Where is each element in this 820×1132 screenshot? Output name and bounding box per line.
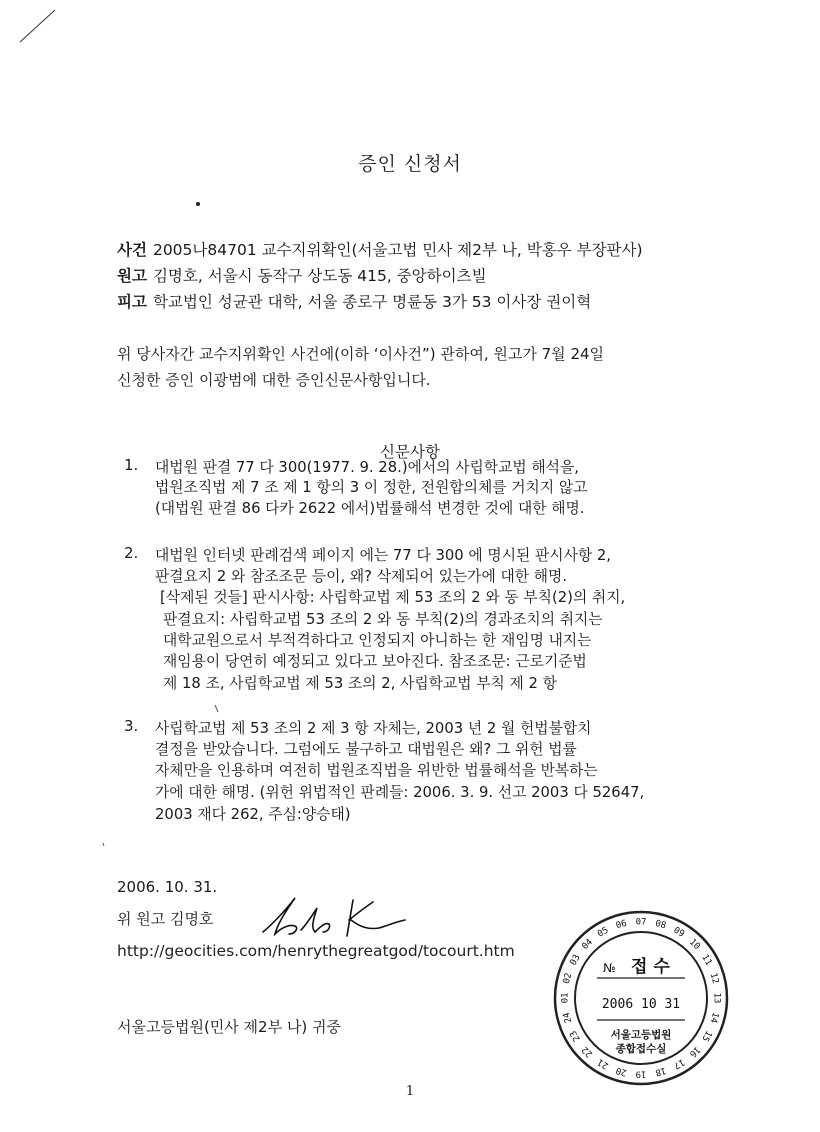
- stamp-office-line2: 종합접수실: [615, 1043, 667, 1055]
- stamp-ring-number: 21: [596, 1056, 611, 1071]
- stamp-number-mark: №: [603, 961, 616, 975]
- item-number: 3.: [124, 717, 139, 735]
- case-line: [117, 238, 643, 260]
- stamp-graphic: [551, 908, 731, 1088]
- page-number: 1: [405, 1084, 415, 1099]
- stamp-office-line1: 서울고등법원: [610, 1029, 672, 1041]
- questions-heading: 신문사항: [380, 443, 440, 461]
- item-number: 1.: [124, 456, 139, 474]
- item-line: [삭제된 것들] 판시사항: 사립학교법 제 53 조의 2 와 동 부칙(2)의 취지,: [160, 589, 626, 606]
- stamp-ring-number: 16: [686, 1043, 702, 1059]
- stamp-ring-number: 12: [707, 971, 721, 985]
- stamp-ring-number: 01: [560, 992, 571, 1004]
- item-line: 결정을 받았습니다. 그럼에도 불구하고 대법원은 왜? 그 위헌 법률: [155, 741, 577, 758]
- stamp-ring-number: 23: [568, 1028, 583, 1043]
- plaintiff-line: [117, 264, 487, 286]
- plaintiff-label: 원고: [117, 267, 147, 285]
- defendant-line: [117, 290, 591, 312]
- stamp-ring-number: 14: [707, 1011, 721, 1025]
- item-line: 판결요지 2 와 참조조문 등이, 왜? 삭제되어 있는가에 대한 해명.: [155, 568, 568, 585]
- item-line: 판결요지: 사립학교법 53 조의 2 와 동 부칙(2)의 경과조치의 취지는: [163, 611, 603, 628]
- plaintiff-text: 김명호, 서울시 동작구 상도동 415, 중앙하이츠빌: [152, 267, 487, 285]
- stamp-ring-number: 22: [580, 1043, 596, 1059]
- stamp-ring-number: 10: [686, 937, 702, 953]
- intro-line: 위 당사자간 교수지위확인 사건에(이하 ‘이사건”) 관하여, 원고가 7월 24일: [117, 345, 605, 363]
- document-date: 2006. 10. 31.: [117, 878, 218, 896]
- item-line: 대법원 인터넷 판례검색 페이지 에는 77 다 300 에 명시된 판시사항 2,: [155, 547, 611, 564]
- item-line: 가에 대한 해명. (위헌 위법적인 판례들: 2006. 3. 9. 선고 2003 다 52647,: [155, 784, 645, 801]
- stamp-ring-number: 15: [699, 1028, 714, 1043]
- item-line: 대법원 판결 77 다 300(1977. 9. 28.)에서의 사립학교법 해석을,: [155, 459, 579, 476]
- stamp-ring-number: 19: [635, 1068, 647, 1079]
- stamp-ring-number: 02: [561, 971, 575, 985]
- signer-line: 위 원고 김명호: [117, 910, 214, 928]
- stamp-ring-number: 09: [671, 925, 686, 940]
- item-line: 2003 재다 262, 주심:양승태): [155, 806, 351, 823]
- stamp-ring-number: 03: [568, 953, 583, 968]
- item-line: 법원조직법 제 7 조 제 1 항의 3 이 정한, 전원합의체를 거치지 않고: [155, 479, 588, 496]
- stamp-label: 접 수: [631, 957, 670, 977]
- case-label: 사건: [117, 241, 147, 259]
- document-title: 증인 신청서: [358, 153, 462, 175]
- item-line: 사립학교법 제 53 조의 2 제 3 항 자체는, 2003 년 2 월 헌법불합치: [155, 720, 592, 737]
- stamp-date: 2006 10 31: [601, 997, 681, 1012]
- stamp-ring-number: 18: [654, 1064, 668, 1078]
- stamp-ring-number: 07: [635, 917, 647, 928]
- stamp-ring-number: 05: [596, 925, 611, 940]
- item-line: 자체만을 인용하며 여전히 법원조직법을 위반한 법률해석을 반복하는: [155, 762, 598, 779]
- stamp-ring-number: 24: [561, 1011, 575, 1025]
- stamp-ring-number: 06: [614, 918, 628, 932]
- item-line: 대학교원으로서 부적격하다고 인정되지 아니하는 한 재임명 내지는: [163, 632, 592, 649]
- stray-dot: [196, 202, 200, 206]
- case-text: 2005나84701 교수지위확인(서울고법 민사 제2부 나, 박홍우 부장판사): [152, 241, 643, 259]
- intro-line: 신청한 증인 이광범에 대한 증인신문사항입니다.: [117, 371, 431, 389]
- item-line: (대법원 판결 86 다카 2622 에서)법률해석 변경한 것에 대한 해명.: [155, 500, 585, 517]
- stamp-ring-number: 04: [580, 937, 596, 953]
- item-line: 재임용이 당연히 예정되고 있다고 보아진다. 참조조문: 근로기준법: [163, 653, 587, 670]
- item-line: 제 18 조, 사립학교법 제 53 조의 2, 사립학교법 부칙 제 2 항: [163, 675, 557, 692]
- stamp-ring-number: 20: [614, 1064, 628, 1078]
- defendant-label: 피고: [117, 293, 147, 311]
- stamp-ring-number: 08: [654, 918, 668, 932]
- stamp-ring-number: 17: [671, 1056, 686, 1071]
- stamp-ring-number: 13: [711, 992, 722, 1004]
- receipt-stamp: [551, 908, 731, 1088]
- defendant-text: 학교법인 성균관 대학, 서울 종로구 명륜동 3가 53 이사장 권이혁: [152, 293, 592, 311]
- stamp-ring-number: 11: [699, 953, 714, 968]
- addressee: 서울고등법원(민사 제2부 나) 귀중: [117, 1018, 341, 1036]
- handwritten-signature: [255, 892, 415, 942]
- item-number: 2.: [124, 544, 139, 562]
- reference-link[interactable]: http://geocities.com/henrythegreatgod/tocourt.htm: [117, 942, 515, 960]
